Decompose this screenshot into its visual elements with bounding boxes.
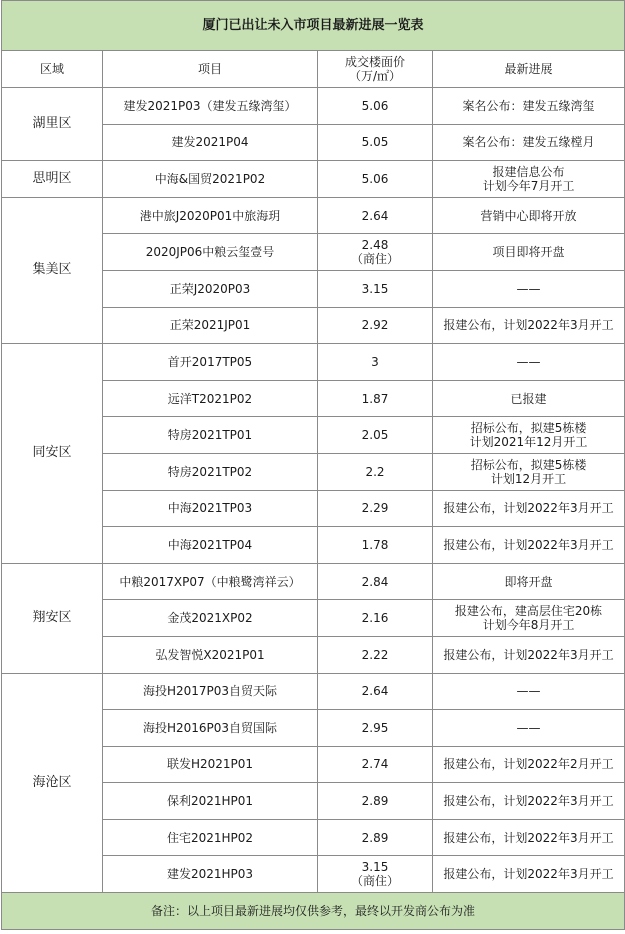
progress-cell bbox=[433, 783, 625, 820]
project-cell: 正荣2021JP01 bbox=[103, 307, 318, 344]
progress-line: 报建公布，计划2022年3月开工 bbox=[443, 647, 614, 662]
progress-line: 计划12月开工 bbox=[490, 471, 567, 486]
price-value: 3.15 bbox=[361, 281, 389, 296]
progress-table bbox=[1, 0, 625, 930]
project-cell: 首开2017TP05 bbox=[103, 344, 318, 381]
progress-cell bbox=[433, 673, 625, 710]
progress-cell bbox=[433, 344, 625, 381]
price-value: 2.92 bbox=[361, 318, 389, 333]
price-value: 2.74 bbox=[361, 757, 389, 772]
progress-cell bbox=[433, 453, 625, 490]
project-cell: 中海2021TP04 bbox=[103, 527, 318, 564]
progress-cell bbox=[433, 270, 625, 307]
price-cell bbox=[318, 490, 433, 527]
progress-line: —— bbox=[516, 684, 541, 699]
price-cell bbox=[318, 197, 433, 234]
table-row bbox=[2, 197, 625, 234]
progress-cell bbox=[433, 600, 625, 637]
header-project: 项目 bbox=[103, 51, 318, 88]
project-cell: 建发2021HP03 bbox=[103, 856, 318, 893]
project-cell: 2020JP06中粮云玺壹号 bbox=[103, 234, 318, 271]
price-cell bbox=[318, 819, 433, 856]
progress-cell bbox=[433, 819, 625, 856]
project-cell: 海投H2016P03自贸国际 bbox=[103, 710, 318, 747]
progress-cell bbox=[433, 563, 625, 600]
price-cell bbox=[318, 270, 433, 307]
progress-line: 报建公布，计划2022年3月开工 bbox=[443, 318, 614, 333]
progress-line: —— bbox=[516, 720, 541, 735]
progress-line: 报建公布，计划2022年3月开工 bbox=[443, 830, 614, 845]
progress-line: 项目即将开盘 bbox=[492, 245, 565, 260]
progress-line: 报建公布，计划2022年3月开工 bbox=[443, 537, 614, 552]
progress-line: 案名公布：建发五缘樘月 bbox=[462, 135, 595, 150]
progress-line: 计划今年7月开工 bbox=[482, 178, 575, 193]
project-cell: 港中旅J2020P01中旅海玥 bbox=[103, 197, 318, 234]
header-price-line1: 成交楼面价 bbox=[344, 55, 405, 69]
footnote: 备注：以上项目最新进展均仅供参考，最终以开发商公布为准 bbox=[2, 893, 625, 930]
district-cell: 集美区 bbox=[2, 197, 103, 343]
project-cell: 中海2021TP03 bbox=[103, 490, 318, 527]
progress-line: 招标公布，拟建5栋楼 bbox=[470, 457, 587, 472]
price-cell bbox=[318, 453, 433, 490]
price-cell bbox=[318, 124, 433, 161]
project-cell: 住宅2021HP02 bbox=[103, 819, 318, 856]
district-cell: 思明区 bbox=[2, 161, 103, 198]
progress-line: —— bbox=[516, 354, 541, 369]
header-price bbox=[318, 51, 433, 88]
progress-cell bbox=[433, 161, 625, 198]
progress-line: 即将开盘 bbox=[504, 574, 553, 589]
price-value: 3 bbox=[371, 354, 379, 369]
price-cell bbox=[318, 161, 433, 198]
progress-line: 计划今年8月开工 bbox=[482, 618, 575, 633]
district-cell: 海沧区 bbox=[2, 673, 103, 893]
project-cell: 特房2021TP02 bbox=[103, 453, 318, 490]
price-value: 2.64 bbox=[361, 208, 389, 223]
price-value: 2.05 bbox=[361, 428, 389, 443]
price-cell bbox=[318, 636, 433, 673]
header-progress: 最新进展 bbox=[433, 51, 625, 88]
progress-cell bbox=[433, 636, 625, 673]
progress-line: 报建公布，计划2022年3月开工 bbox=[443, 794, 614, 809]
header-row bbox=[2, 51, 625, 88]
price-value: 2.89 bbox=[361, 794, 389, 809]
progress-line: 报建信息公布 bbox=[492, 164, 565, 179]
price-note: （商住） bbox=[350, 252, 399, 267]
progress-line: 已报建 bbox=[510, 391, 547, 406]
district-cell: 同安区 bbox=[2, 344, 103, 564]
progress-cell bbox=[433, 746, 625, 783]
project-cell: 金茂2021XP02 bbox=[103, 600, 318, 637]
price-cell bbox=[318, 417, 433, 454]
project-cell: 中粮2017XP07（中粮鹭湾祥云） bbox=[103, 563, 318, 600]
progress-line: 招标公布，拟建5栋楼 bbox=[470, 421, 587, 436]
progress-line: 报建公布，建高层住宅20栋 bbox=[454, 604, 603, 619]
progress-line: 案名公布：建发五缘湾玺 bbox=[462, 98, 595, 113]
project-cell: 正荣J2020P03 bbox=[103, 270, 318, 307]
price-value: 2.95 bbox=[361, 720, 389, 735]
project-cell: 建发2021P03（建发五缘湾玺） bbox=[103, 88, 318, 125]
project-cell: 弘发智悦X2021P01 bbox=[103, 636, 318, 673]
progress-line: 报建公布，计划2022年3月开工 bbox=[443, 501, 614, 516]
price-value: 2.84 bbox=[361, 574, 389, 589]
price-cell bbox=[318, 307, 433, 344]
progress-line: 报建公布，计划2022年2月开工 bbox=[443, 757, 614, 772]
project-cell: 保利2021HP01 bbox=[103, 783, 318, 820]
progress-cell bbox=[433, 710, 625, 747]
progress-line: 营销中心即将开放 bbox=[480, 208, 577, 223]
price-cell bbox=[318, 563, 433, 600]
project-cell: 建发2021P04 bbox=[103, 124, 318, 161]
progress-cell bbox=[433, 307, 625, 344]
progress-line: —— bbox=[516, 281, 541, 296]
price-value: 5.06 bbox=[361, 171, 389, 186]
price-value: 2.48 bbox=[361, 238, 389, 253]
district-cell: 湖里区 bbox=[2, 88, 103, 161]
price-value: 1.78 bbox=[361, 537, 389, 552]
table-row bbox=[2, 673, 625, 710]
progress-cell bbox=[433, 527, 625, 564]
price-value: 5.06 bbox=[361, 98, 389, 113]
table-title: 厦门已出让未入市项目最新进展一览表 bbox=[2, 1, 625, 51]
price-cell bbox=[318, 710, 433, 747]
table-row bbox=[2, 88, 625, 125]
note-row bbox=[2, 893, 625, 930]
price-note: （商住） bbox=[350, 874, 399, 889]
price-cell bbox=[318, 673, 433, 710]
price-cell bbox=[318, 88, 433, 125]
header-district: 区域 bbox=[2, 51, 103, 88]
progress-line: 计划2021年12月开工 bbox=[469, 435, 588, 450]
progress-cell bbox=[433, 234, 625, 271]
price-value: 1.87 bbox=[361, 391, 389, 406]
project-cell: 联发H2021P01 bbox=[103, 746, 318, 783]
price-value: 2.64 bbox=[361, 684, 389, 699]
progress-cell bbox=[433, 124, 625, 161]
price-value: 3.15 bbox=[361, 860, 389, 875]
progress-cell bbox=[433, 88, 625, 125]
progress-cell bbox=[433, 417, 625, 454]
project-cell: 远洋T2021P02 bbox=[103, 380, 318, 417]
price-value: 2.16 bbox=[361, 611, 389, 626]
table-row bbox=[2, 161, 625, 198]
price-cell bbox=[318, 380, 433, 417]
district-cell: 翔安区 bbox=[2, 563, 103, 673]
progress-line: 报建公布，计划2022年3月开工 bbox=[443, 867, 614, 882]
price-value: 5.05 bbox=[361, 135, 389, 150]
price-cell bbox=[318, 746, 433, 783]
price-value: 2.89 bbox=[361, 830, 389, 845]
price-value: 2.2 bbox=[365, 464, 385, 479]
project-cell: 海投H2017P03自贸天际 bbox=[103, 673, 318, 710]
header-price-line2: （万/㎡） bbox=[348, 69, 402, 83]
price-cell bbox=[318, 527, 433, 564]
price-cell bbox=[318, 783, 433, 820]
project-cell: 中海&国贸2021P02 bbox=[103, 161, 318, 198]
price-cell bbox=[318, 344, 433, 381]
price-cell bbox=[318, 856, 433, 893]
price-value: 2.29 bbox=[361, 501, 389, 516]
table-row bbox=[2, 344, 625, 381]
progress-cell bbox=[433, 490, 625, 527]
price-value: 2.22 bbox=[361, 647, 389, 662]
progress-cell bbox=[433, 380, 625, 417]
title-row bbox=[2, 1, 625, 51]
table-row bbox=[2, 563, 625, 600]
price-cell bbox=[318, 234, 433, 271]
price-cell bbox=[318, 600, 433, 637]
progress-cell bbox=[433, 856, 625, 893]
progress-cell bbox=[433, 197, 625, 234]
project-cell: 特房2021TP01 bbox=[103, 417, 318, 454]
